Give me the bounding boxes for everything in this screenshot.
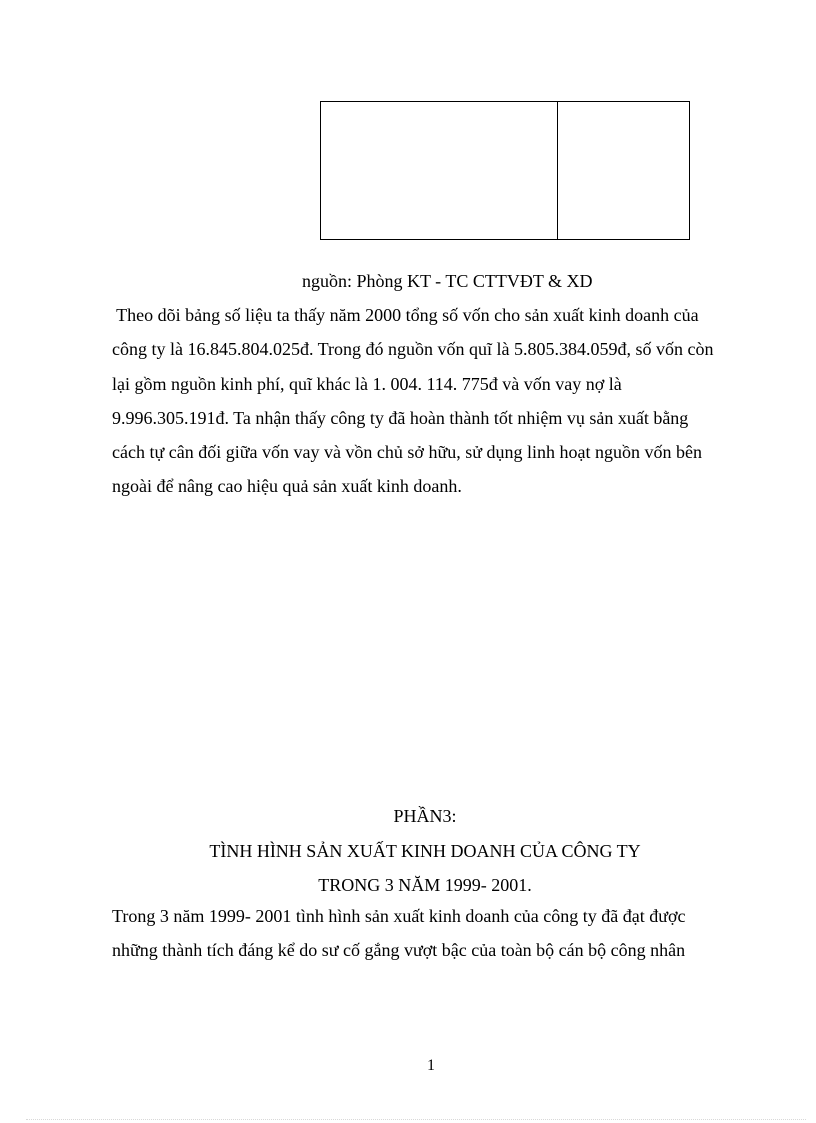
data-table bbox=[320, 101, 690, 240]
section-subtitle: TRONG 3 NĂM 1999- 2001. bbox=[318, 875, 532, 895]
source-note: nguồn: Phòng KT - TC CTTVĐT & XD bbox=[302, 271, 593, 291]
paragraph-production-overview bbox=[112, 899, 722, 968]
paragraph-line: công ty là 16.845.804.025đ. Trong đó nguồn vốn quĩ là 5.805.384.059đ, số vốn còn bbox=[112, 339, 714, 360]
paragraph-capital-analysis bbox=[112, 298, 722, 504]
paragraph-line: ngoài để nâng cao hiệu quả sản xuất kinh doanh. bbox=[112, 476, 462, 497]
table-cell bbox=[558, 102, 689, 239]
page-number: 1 bbox=[427, 1057, 435, 1074]
section-part-heading: PHẦN3: bbox=[393, 806, 457, 826]
table-cell bbox=[321, 102, 558, 239]
section-title: TÌNH HÌNH SẢN XUẤT KINH DOANH CỦA CÔNG TY bbox=[209, 841, 641, 861]
paragraph-line: 9.996.305.191đ. Ta nhận thấy công ty đã hoàn thành tốt nhiệm vụ sản xuất bằng bbox=[112, 407, 689, 428]
paragraph-line: Trong 3 năm 1999- 2001 tình hình sản xuất kinh doanh của công ty đã đạt được bbox=[112, 906, 686, 926]
paragraph-line: cách tự cân đối giữa vốn vay và vồn chủ sở hữu, sử dụng linh hoạt nguồn vốn bên bbox=[112, 442, 702, 463]
paragraph-line: những thành tích đáng kể do sư cố gắng vượt bậc của toàn bộ cán bộ công nhân bbox=[112, 940, 686, 961]
paragraph-line: lại gồm nguồn kinh phí, quĩ khác là 1. 004. 114. 775đ và vốn vay nợ là bbox=[112, 373, 622, 394]
page-bottom-divider bbox=[26, 1119, 806, 1120]
paragraph-line: Theo dõi bảng số liệu ta thấy năm 2000 tổng số vốn cho sản xuất kinh doanh của bbox=[112, 305, 699, 325]
